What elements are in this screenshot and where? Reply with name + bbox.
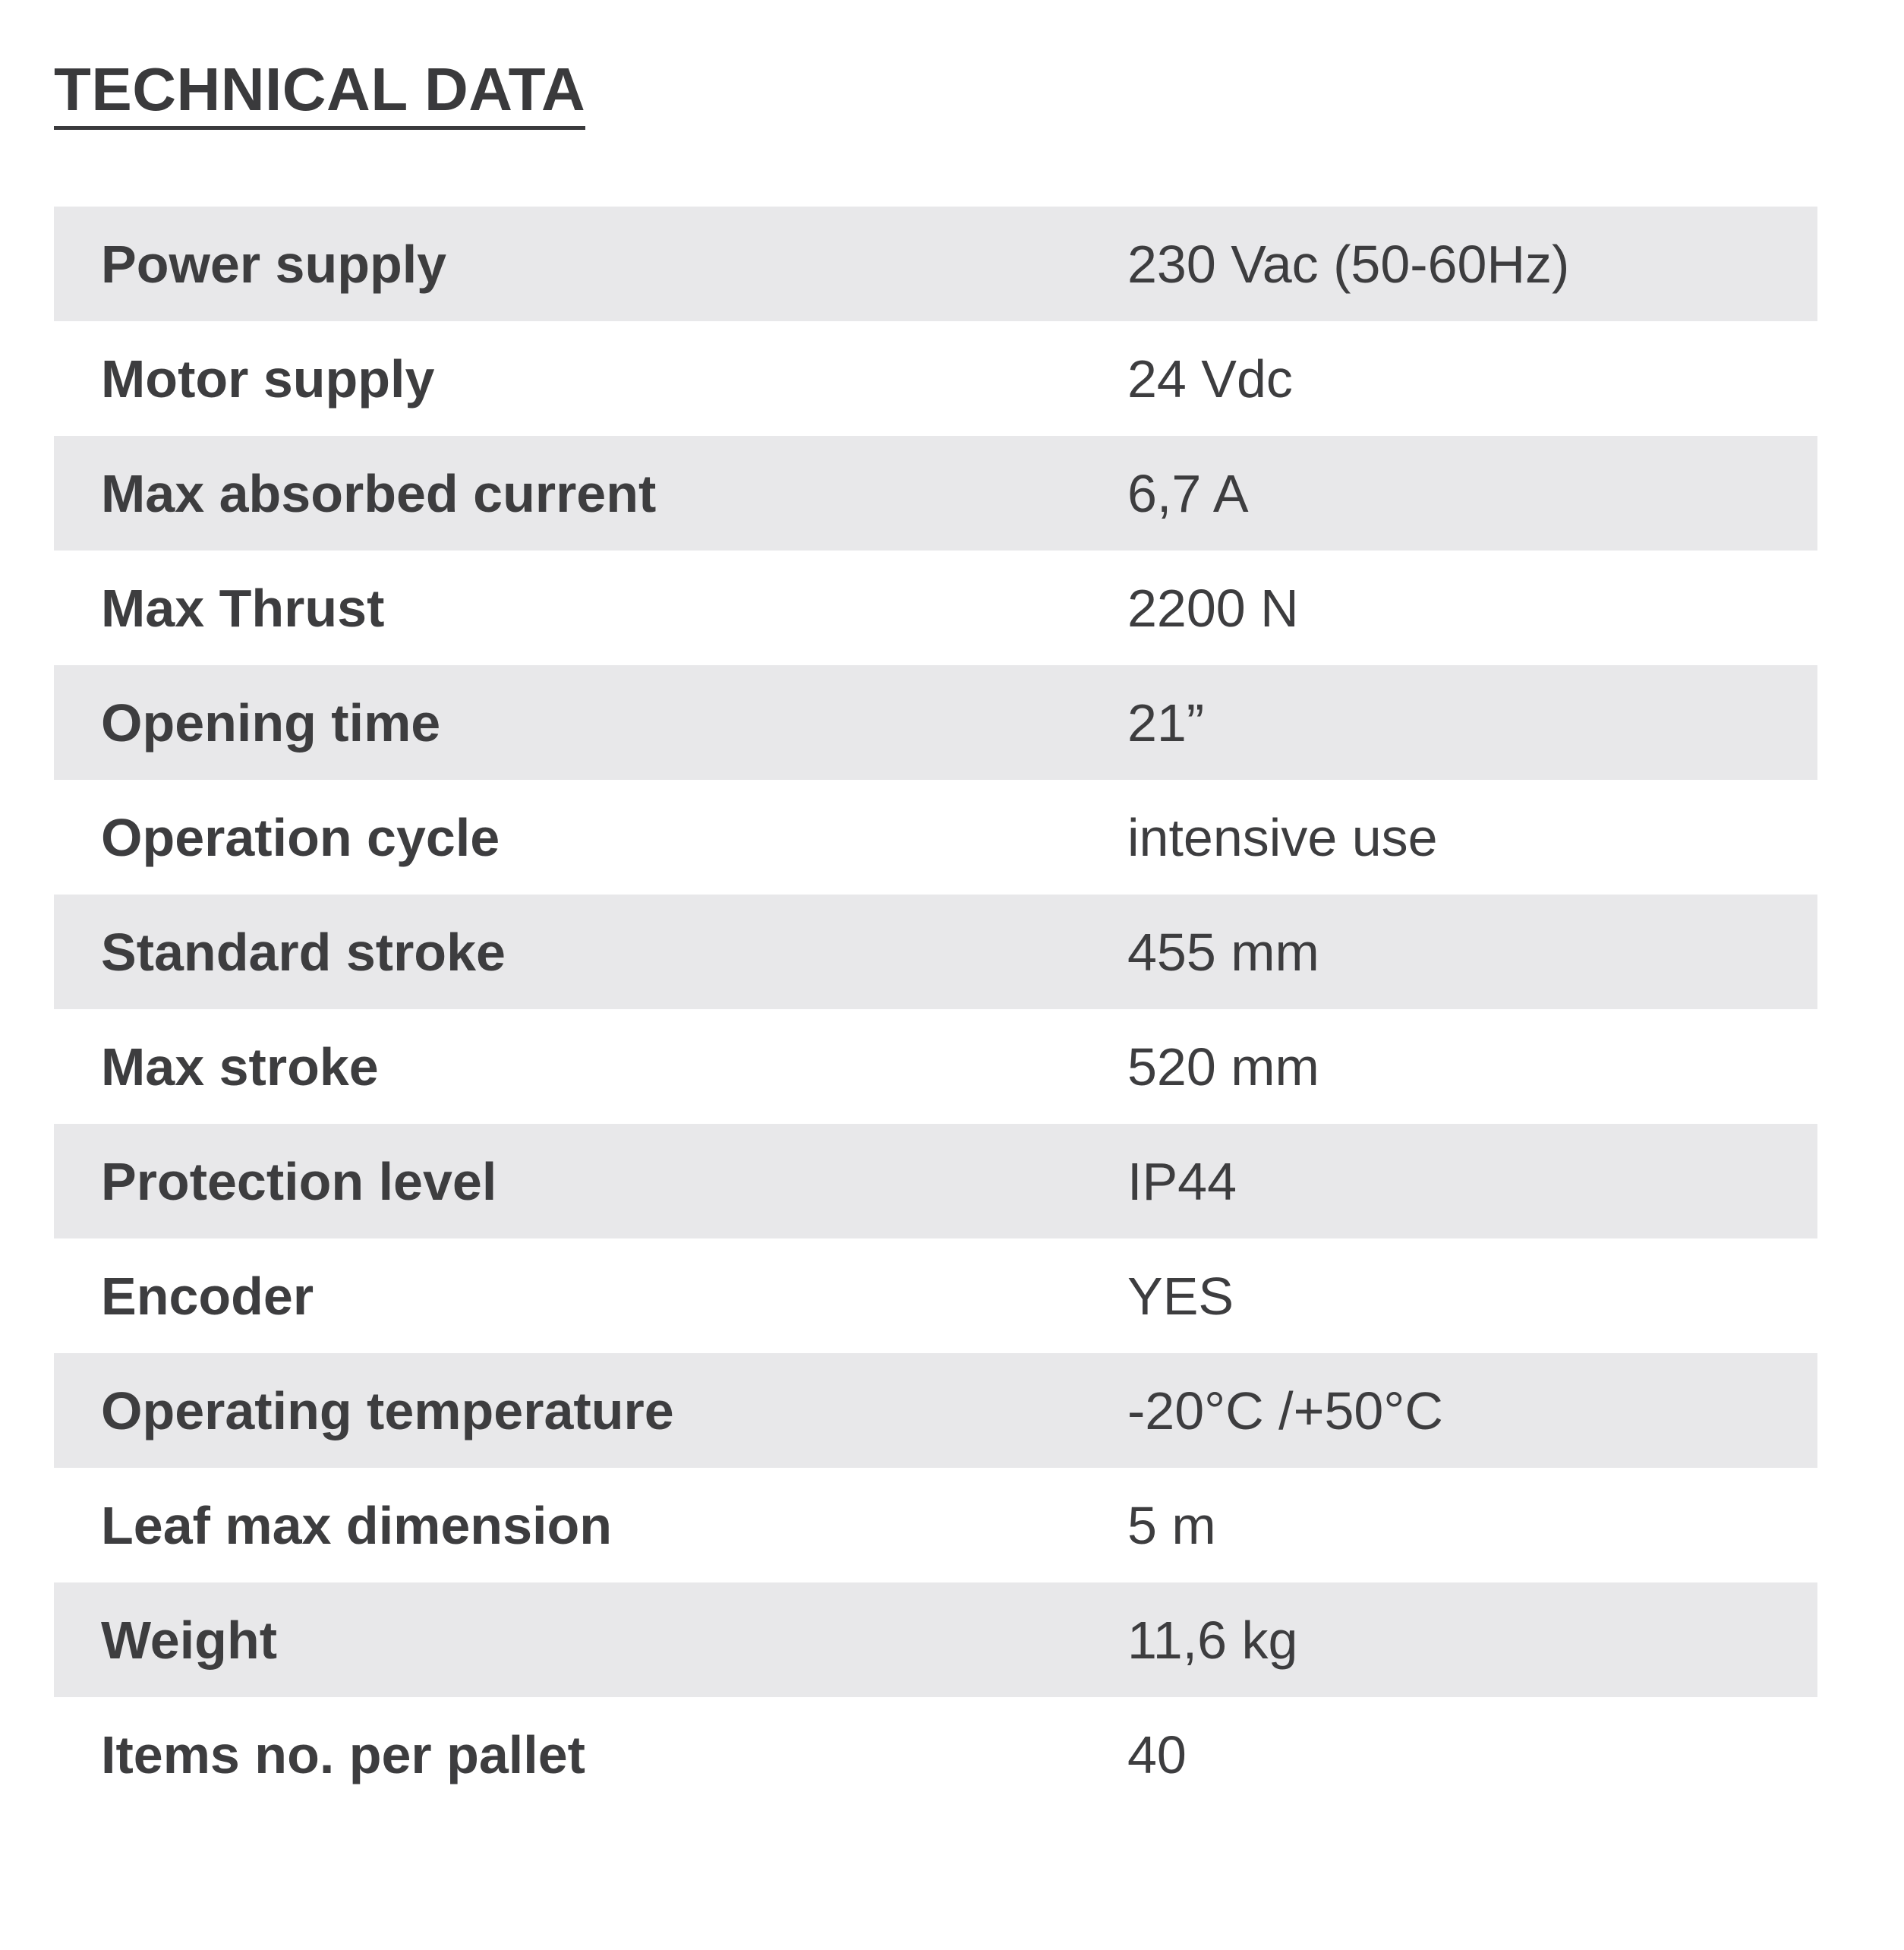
spec-value: IP44: [1127, 1151, 1237, 1211]
spec-label: Protection level: [101, 1151, 497, 1211]
spec-label: Max Thrust: [101, 578, 385, 638]
spec-label: Opening time: [101, 693, 441, 753]
spec-label: Leaf max dimension: [101, 1495, 612, 1555]
spec-value: -20°C /+50°C: [1127, 1380, 1443, 1440]
spec-value: 2200 N: [1127, 578, 1299, 638]
table-row: [54, 665, 1817, 780]
page-title: TECHNICAL DATA: [54, 59, 585, 130]
table-row: [54, 436, 1817, 551]
table-row: [54, 1697, 1817, 1812]
spec-label: Motor supply: [101, 349, 435, 409]
spec-value: 520 mm: [1127, 1037, 1319, 1096]
spec-label: Max absorbed current: [101, 463, 657, 523]
spec-label: Operating temperature: [101, 1380, 674, 1440]
table-row: [54, 551, 1817, 665]
spec-label: Standard stroke: [101, 922, 506, 982]
spec-value: 40: [1127, 1724, 1187, 1784]
table-row: [54, 1353, 1817, 1468]
table-row: [54, 780, 1817, 895]
spec-value: YES: [1127, 1266, 1234, 1326]
table-row: [54, 207, 1817, 321]
table-row: [54, 895, 1817, 1009]
table-row: [54, 321, 1817, 436]
spec-label: Power supply: [101, 234, 447, 294]
table-row: [54, 1238, 1817, 1353]
spec-label: Max stroke: [101, 1037, 379, 1096]
table-row: [54, 1468, 1817, 1582]
spec-value: 24 Vdc: [1127, 349, 1293, 409]
spec-value: 455 mm: [1127, 922, 1319, 982]
spec-label: Weight: [101, 1610, 278, 1670]
table-row: [54, 1582, 1817, 1697]
table-row: [54, 1009, 1817, 1124]
spec-value: 5 m: [1127, 1495, 1216, 1555]
table-row: [54, 1124, 1817, 1238]
spec-value: 6,7 A: [1127, 463, 1249, 523]
technical-data-table: [54, 207, 1817, 1812]
spec-label: Items no. per pallet: [101, 1724, 585, 1784]
spec-value: 11,6 kg: [1127, 1610, 1298, 1670]
spec-value: intensive use: [1127, 807, 1438, 867]
spec-value: 230 Vac (50-60Hz): [1127, 234, 1570, 294]
spec-label: Operation cycle: [101, 807, 500, 867]
spec-value: 21”: [1127, 693, 1205, 753]
spec-label: Encoder: [101, 1266, 314, 1326]
